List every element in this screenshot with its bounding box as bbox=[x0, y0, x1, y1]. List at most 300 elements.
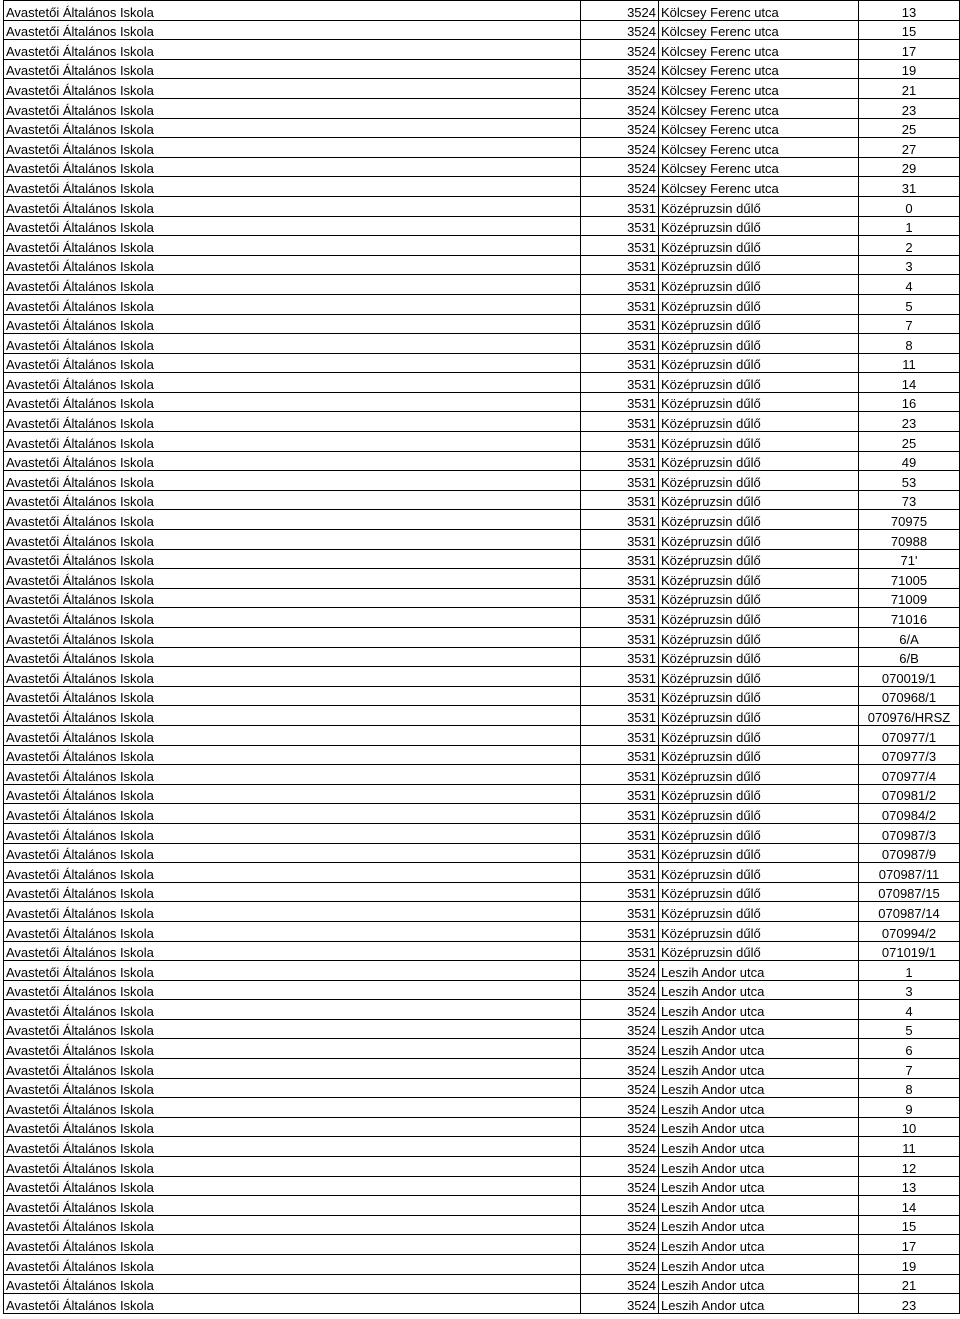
street-cell: Középruzsin dűlő bbox=[659, 863, 859, 883]
table-row bbox=[4, 608, 960, 628]
house-number-cell: 71005 bbox=[859, 569, 960, 589]
school-cell: Avastetői Általános Iskola bbox=[4, 98, 581, 118]
postal-code-cell: 3524 bbox=[581, 1039, 659, 1059]
postal-code-cell: 3524 bbox=[581, 1000, 659, 1020]
postal-code-cell: 3524 bbox=[581, 177, 659, 197]
table-row bbox=[4, 980, 960, 1000]
table-row bbox=[4, 1039, 960, 1059]
postal-code-cell: 3524 bbox=[581, 980, 659, 1000]
school-cell: Avastetői Általános Iskola bbox=[4, 863, 581, 883]
table-row bbox=[4, 843, 960, 863]
street-cell: Kölcsey Ferenc utca bbox=[659, 79, 859, 99]
postal-code-cell: 3531 bbox=[581, 804, 659, 824]
house-number-cell: 6/A bbox=[859, 628, 960, 648]
house-number-cell: 71016 bbox=[859, 608, 960, 628]
street-cell: Leszih Andor utca bbox=[659, 980, 859, 1000]
postal-code-cell: 3531 bbox=[581, 353, 659, 373]
postal-code-cell: 3531 bbox=[581, 745, 659, 765]
street-cell: Leszih Andor utca bbox=[659, 1294, 859, 1314]
postal-code-cell: 3531 bbox=[581, 921, 659, 941]
house-number-cell: 070968/1 bbox=[859, 686, 960, 706]
table-row bbox=[4, 510, 960, 530]
school-cell: Avastetői Általános Iskola bbox=[4, 725, 581, 745]
house-number-cell: 070977/4 bbox=[859, 765, 960, 785]
table-row bbox=[4, 1117, 960, 1137]
street-cell: Középruzsin dűlő bbox=[659, 569, 859, 589]
table-row bbox=[4, 1137, 960, 1157]
postal-code-cell: 3524 bbox=[581, 138, 659, 158]
table-row bbox=[4, 138, 960, 158]
house-number-cell: 13 bbox=[859, 1, 960, 21]
school-cell: Avastetői Általános Iskola bbox=[4, 1274, 581, 1294]
house-number-cell: 14 bbox=[859, 373, 960, 393]
school-cell: Avastetői Általános Iskola bbox=[4, 236, 581, 256]
postal-code-cell: 3531 bbox=[581, 236, 659, 256]
table-row bbox=[4, 863, 960, 883]
house-number-cell: 70988 bbox=[859, 530, 960, 550]
postal-code-cell: 3524 bbox=[581, 118, 659, 138]
school-cell: Avastetői Általános Iskola bbox=[4, 588, 581, 608]
house-number-cell: 10 bbox=[859, 1117, 960, 1137]
school-cell: Avastetői Általános Iskola bbox=[4, 1176, 581, 1196]
table-row bbox=[4, 941, 960, 961]
school-cell: Avastetői Általános Iskola bbox=[4, 1294, 581, 1314]
table-row bbox=[4, 236, 960, 256]
table-row bbox=[4, 784, 960, 804]
school-cell: Avastetői Általános Iskola bbox=[4, 745, 581, 765]
school-cell: Avastetői Általános Iskola bbox=[4, 255, 581, 275]
postal-code-cell: 3531 bbox=[581, 392, 659, 412]
house-number-cell: 070987/3 bbox=[859, 823, 960, 843]
street-cell: Leszih Andor utca bbox=[659, 1215, 859, 1235]
table-row bbox=[4, 745, 960, 765]
house-number-cell: 070976/HRSZ bbox=[859, 706, 960, 726]
postal-code-cell: 3531 bbox=[581, 294, 659, 314]
street-cell: Középruzsin dűlő bbox=[659, 706, 859, 726]
school-cell: Avastetői Általános Iskola bbox=[4, 1019, 581, 1039]
table-row bbox=[4, 1098, 960, 1118]
postal-code-cell: 3531 bbox=[581, 314, 659, 334]
postal-code-cell: 3531 bbox=[581, 510, 659, 530]
school-cell: Avastetői Általános Iskola bbox=[4, 882, 581, 902]
school-cell: Avastetői Általános Iskola bbox=[4, 314, 581, 334]
postal-code-cell: 3524 bbox=[581, 1137, 659, 1157]
postal-code-cell: 3531 bbox=[581, 843, 659, 863]
street-cell: Középruzsin dűlő bbox=[659, 510, 859, 530]
house-number-cell: 29 bbox=[859, 157, 960, 177]
house-number-cell: 19 bbox=[859, 59, 960, 79]
street-cell: Középruzsin dűlő bbox=[659, 921, 859, 941]
house-number-cell: 3 bbox=[859, 980, 960, 1000]
table-row bbox=[4, 490, 960, 510]
street-cell: Leszih Andor utca bbox=[659, 1137, 859, 1157]
school-cell: Avastetői Általános Iskola bbox=[4, 921, 581, 941]
table-row bbox=[4, 1274, 960, 1294]
postal-code-cell: 3531 bbox=[581, 275, 659, 295]
school-cell: Avastetői Általános Iskola bbox=[4, 686, 581, 706]
table-row bbox=[4, 59, 960, 79]
house-number-cell: 70975 bbox=[859, 510, 960, 530]
street-cell: Középruzsin dűlő bbox=[659, 255, 859, 275]
house-number-cell: 070981/2 bbox=[859, 784, 960, 804]
school-cell: Avastetői Általános Iskola bbox=[4, 961, 581, 981]
postal-code-cell: 3531 bbox=[581, 902, 659, 922]
street-cell: Leszih Andor utca bbox=[659, 1176, 859, 1196]
table-row bbox=[4, 314, 960, 334]
postal-code-cell: 3531 bbox=[581, 706, 659, 726]
school-cell: Avastetői Általános Iskola bbox=[4, 823, 581, 843]
table-row bbox=[4, 392, 960, 412]
table-row bbox=[4, 275, 960, 295]
table-row bbox=[4, 373, 960, 393]
street-cell: Középruzsin dűlő bbox=[659, 725, 859, 745]
school-cell: Avastetői Általános Iskola bbox=[4, 275, 581, 295]
street-cell: Középruzsin dűlő bbox=[659, 588, 859, 608]
house-number-cell: 23 bbox=[859, 412, 960, 432]
house-number-cell: 4 bbox=[859, 275, 960, 295]
street-cell: Középruzsin dűlő bbox=[659, 765, 859, 785]
school-cell: Avastetői Általános Iskola bbox=[4, 334, 581, 354]
table-row bbox=[4, 1294, 960, 1314]
school-cell: Avastetői Általános Iskola bbox=[4, 902, 581, 922]
postal-code-cell: 3524 bbox=[581, 1255, 659, 1275]
street-cell: Középruzsin dűlő bbox=[659, 745, 859, 765]
postal-code-cell: 3524 bbox=[581, 40, 659, 60]
street-cell: Középruzsin dűlő bbox=[659, 294, 859, 314]
school-cell: Avastetői Általános Iskola bbox=[4, 353, 581, 373]
street-cell: Kölcsey Ferenc utca bbox=[659, 1, 859, 21]
postal-code-cell: 3531 bbox=[581, 549, 659, 569]
house-number-cell: 15 bbox=[859, 20, 960, 40]
street-cell: Leszih Andor utca bbox=[659, 961, 859, 981]
house-number-cell: 23 bbox=[859, 1294, 960, 1314]
school-cell: Avastetői Általános Iskola bbox=[4, 1137, 581, 1157]
house-number-cell: 6 bbox=[859, 1039, 960, 1059]
street-cell: Középruzsin dűlő bbox=[659, 216, 859, 236]
postal-code-cell: 3531 bbox=[581, 608, 659, 628]
house-number-cell: 070977/3 bbox=[859, 745, 960, 765]
school-cell: Avastetői Általános Iskola bbox=[4, 196, 581, 216]
house-number-cell: 070019/1 bbox=[859, 667, 960, 687]
postal-code-cell: 3531 bbox=[581, 216, 659, 236]
postal-code-cell: 3531 bbox=[581, 941, 659, 961]
house-number-cell: 070994/2 bbox=[859, 921, 960, 941]
table-row bbox=[4, 216, 960, 236]
table-row bbox=[4, 451, 960, 471]
postal-code-cell: 3531 bbox=[581, 373, 659, 393]
street-cell: Leszih Andor utca bbox=[659, 1078, 859, 1098]
table-row bbox=[4, 1000, 960, 1020]
school-cell: Avastetői Általános Iskola bbox=[4, 1157, 581, 1177]
street-cell: Kölcsey Ferenc utca bbox=[659, 118, 859, 138]
postal-code-cell: 3531 bbox=[581, 784, 659, 804]
school-cell: Avastetői Általános Iskola bbox=[4, 20, 581, 40]
table-row bbox=[4, 98, 960, 118]
table-row bbox=[4, 334, 960, 354]
school-cell: Avastetői Általános Iskola bbox=[4, 451, 581, 471]
postal-code-cell: 3524 bbox=[581, 1196, 659, 1216]
street-cell: Középruzsin dűlő bbox=[659, 353, 859, 373]
street-cell: Kölcsey Ferenc utca bbox=[659, 98, 859, 118]
postal-code-cell: 3531 bbox=[581, 882, 659, 902]
street-cell: Középruzsin dűlő bbox=[659, 373, 859, 393]
house-number-cell: 3 bbox=[859, 255, 960, 275]
street-cell: Középruzsin dűlő bbox=[659, 451, 859, 471]
street-cell: Kölcsey Ferenc utca bbox=[659, 157, 859, 177]
table-row bbox=[4, 157, 960, 177]
postal-code-cell: 3524 bbox=[581, 1157, 659, 1177]
table-row bbox=[4, 1235, 960, 1255]
table-row bbox=[4, 725, 960, 745]
table-row bbox=[4, 706, 960, 726]
house-number-cell: 16 bbox=[859, 392, 960, 412]
table-row bbox=[4, 1196, 960, 1216]
street-cell: Kölcsey Ferenc utca bbox=[659, 138, 859, 158]
street-cell: Középruzsin dűlő bbox=[659, 823, 859, 843]
school-cell: Avastetői Általános Iskola bbox=[4, 373, 581, 393]
house-number-cell: 9 bbox=[859, 1098, 960, 1118]
school-cell: Avastetői Általános Iskola bbox=[4, 1215, 581, 1235]
table-row bbox=[4, 1215, 960, 1235]
table-row bbox=[4, 177, 960, 197]
school-cell: Avastetői Általános Iskola bbox=[4, 294, 581, 314]
postal-code-cell: 3531 bbox=[581, 530, 659, 550]
table-row bbox=[4, 921, 960, 941]
postal-code-cell: 3524 bbox=[581, 20, 659, 40]
table-row bbox=[4, 765, 960, 785]
street-cell: Kölcsey Ferenc utca bbox=[659, 20, 859, 40]
postal-code-cell: 3524 bbox=[581, 1176, 659, 1196]
school-cell: Avastetői Általános Iskola bbox=[4, 530, 581, 550]
street-cell: Középruzsin dűlő bbox=[659, 941, 859, 961]
school-cell: Avastetői Általános Iskola bbox=[4, 941, 581, 961]
postal-code-cell: 3531 bbox=[581, 823, 659, 843]
postal-code-cell: 3524 bbox=[581, 1235, 659, 1255]
table-row bbox=[4, 549, 960, 569]
street-cell: Leszih Andor utca bbox=[659, 1019, 859, 1039]
school-cell: Avastetői Általános Iskola bbox=[4, 157, 581, 177]
street-cell: Középruzsin dűlő bbox=[659, 392, 859, 412]
school-cell: Avastetői Általános Iskola bbox=[4, 647, 581, 667]
house-number-cell: 6/B bbox=[859, 647, 960, 667]
school-cell: Avastetői Általános Iskola bbox=[4, 510, 581, 530]
postal-code-cell: 3531 bbox=[581, 686, 659, 706]
house-number-cell: 8 bbox=[859, 1078, 960, 1098]
school-cell: Avastetői Általános Iskola bbox=[4, 138, 581, 158]
school-cell: Avastetői Általános Iskola bbox=[4, 1039, 581, 1059]
school-cell: Avastetői Általános Iskola bbox=[4, 1078, 581, 1098]
table-row bbox=[4, 255, 960, 275]
table-row bbox=[4, 294, 960, 314]
street-cell: Kölcsey Ferenc utca bbox=[659, 177, 859, 197]
street-cell: Középruzsin dűlő bbox=[659, 804, 859, 824]
street-cell: Középruzsin dűlő bbox=[659, 667, 859, 687]
school-cell: Avastetői Általános Iskola bbox=[4, 216, 581, 236]
school-cell: Avastetői Általános Iskola bbox=[4, 412, 581, 432]
house-number-cell: 1 bbox=[859, 961, 960, 981]
table-row bbox=[4, 686, 960, 706]
school-cell: Avastetői Általános Iskola bbox=[4, 1117, 581, 1137]
school-cell: Avastetői Általános Iskola bbox=[4, 784, 581, 804]
street-cell: Leszih Andor utca bbox=[659, 1000, 859, 1020]
house-number-cell: 5 bbox=[859, 294, 960, 314]
postal-code-cell: 3531 bbox=[581, 432, 659, 452]
street-cell: Középruzsin dűlő bbox=[659, 432, 859, 452]
street-cell: Középruzsin dűlő bbox=[659, 471, 859, 491]
street-cell: Leszih Andor utca bbox=[659, 1039, 859, 1059]
street-cell: Középruzsin dűlő bbox=[659, 334, 859, 354]
house-number-cell: 17 bbox=[859, 40, 960, 60]
table-row bbox=[4, 196, 960, 216]
street-cell: Középruzsin dűlő bbox=[659, 882, 859, 902]
school-cell: Avastetői Általános Iskola bbox=[4, 765, 581, 785]
postal-code-cell: 3531 bbox=[581, 412, 659, 432]
house-number-cell: 070987/15 bbox=[859, 882, 960, 902]
school-cell: Avastetői Általános Iskola bbox=[4, 1, 581, 21]
postal-code-cell: 3531 bbox=[581, 647, 659, 667]
house-number-cell: 14 bbox=[859, 1196, 960, 1216]
school-cell: Avastetői Általános Iskola bbox=[4, 59, 581, 79]
postal-code-cell: 3531 bbox=[581, 588, 659, 608]
street-cell: Középruzsin dűlő bbox=[659, 608, 859, 628]
table-row bbox=[4, 667, 960, 687]
table-row bbox=[4, 804, 960, 824]
school-cell: Avastetői Általános Iskola bbox=[4, 843, 581, 863]
table-row bbox=[4, 628, 960, 648]
postal-code-cell: 3531 bbox=[581, 255, 659, 275]
school-cell: Avastetői Általános Iskola bbox=[4, 392, 581, 412]
postal-code-cell: 3531 bbox=[581, 863, 659, 883]
house-number-cell: 7 bbox=[859, 1059, 960, 1079]
table-row bbox=[4, 961, 960, 981]
postal-code-cell: 3531 bbox=[581, 569, 659, 589]
table-row bbox=[4, 1019, 960, 1039]
school-cell: Avastetői Általános Iskola bbox=[4, 549, 581, 569]
postal-code-cell: 3531 bbox=[581, 334, 659, 354]
house-number-cell: 4 bbox=[859, 1000, 960, 1020]
street-cell: Középruzsin dűlő bbox=[659, 647, 859, 667]
house-number-cell: 071019/1 bbox=[859, 941, 960, 961]
postal-code-cell: 3524 bbox=[581, 1117, 659, 1137]
street-cell: Leszih Andor utca bbox=[659, 1098, 859, 1118]
house-number-cell: 31 bbox=[859, 177, 960, 197]
table-row bbox=[4, 1059, 960, 1079]
house-number-cell: 71' bbox=[859, 549, 960, 569]
postal-code-cell: 3531 bbox=[581, 451, 659, 471]
street-cell: Leszih Andor utca bbox=[659, 1255, 859, 1275]
table-row bbox=[4, 79, 960, 99]
street-cell: Leszih Andor utca bbox=[659, 1117, 859, 1137]
postal-code-cell: 3531 bbox=[581, 667, 659, 687]
school-cell: Avastetői Általános Iskola bbox=[4, 79, 581, 99]
street-cell: Középruzsin dűlő bbox=[659, 412, 859, 432]
street-cell: Leszih Andor utca bbox=[659, 1274, 859, 1294]
street-cell: Középruzsin dűlő bbox=[659, 628, 859, 648]
house-number-cell: 070987/14 bbox=[859, 902, 960, 922]
table-row bbox=[4, 902, 960, 922]
table-row bbox=[4, 1255, 960, 1275]
postal-code-cell: 3531 bbox=[581, 196, 659, 216]
school-cell: Avastetői Általános Iskola bbox=[4, 667, 581, 687]
school-cell: Avastetői Általános Iskola bbox=[4, 608, 581, 628]
school-cell: Avastetői Általános Iskola bbox=[4, 706, 581, 726]
street-cell: Középruzsin dűlő bbox=[659, 196, 859, 216]
school-cell: Avastetői Általános Iskola bbox=[4, 1255, 581, 1275]
table-row bbox=[4, 40, 960, 60]
street-cell: Középruzsin dűlő bbox=[659, 784, 859, 804]
table-row bbox=[4, 20, 960, 40]
street-cell: Középruzsin dűlő bbox=[659, 530, 859, 550]
house-number-cell: 21 bbox=[859, 79, 960, 99]
house-number-cell: 8 bbox=[859, 334, 960, 354]
table-row bbox=[4, 118, 960, 138]
house-number-cell: 070987/11 bbox=[859, 863, 960, 883]
house-number-cell: 25 bbox=[859, 118, 960, 138]
address-table bbox=[3, 0, 960, 1314]
street-cell: Középruzsin dűlő bbox=[659, 236, 859, 256]
house-number-cell: 53 bbox=[859, 471, 960, 491]
house-number-cell: 2 bbox=[859, 236, 960, 256]
postal-code-cell: 3524 bbox=[581, 1078, 659, 1098]
postal-code-cell: 3531 bbox=[581, 725, 659, 745]
table-row bbox=[4, 471, 960, 491]
house-number-cell: 1 bbox=[859, 216, 960, 236]
house-number-cell: 5 bbox=[859, 1019, 960, 1039]
table-row bbox=[4, 588, 960, 608]
street-cell: Középruzsin dűlő bbox=[659, 686, 859, 706]
postal-code-cell: 3524 bbox=[581, 1274, 659, 1294]
street-cell: Leszih Andor utca bbox=[659, 1235, 859, 1255]
postal-code-cell: 3524 bbox=[581, 157, 659, 177]
table-row bbox=[4, 353, 960, 373]
street-cell: Középruzsin dűlő bbox=[659, 275, 859, 295]
school-cell: Avastetői Általános Iskola bbox=[4, 40, 581, 60]
school-cell: Avastetői Általános Iskola bbox=[4, 980, 581, 1000]
street-cell: Leszih Andor utca bbox=[659, 1157, 859, 1177]
house-number-cell: 070977/1 bbox=[859, 725, 960, 745]
postal-code-cell: 3524 bbox=[581, 79, 659, 99]
school-cell: Avastetői Általános Iskola bbox=[4, 804, 581, 824]
postal-code-cell: 3524 bbox=[581, 59, 659, 79]
table-row bbox=[4, 823, 960, 843]
postal-code-cell: 3531 bbox=[581, 628, 659, 648]
house-number-cell: 49 bbox=[859, 451, 960, 471]
school-cell: Avastetői Általános Iskola bbox=[4, 471, 581, 491]
postal-code-cell: 3531 bbox=[581, 471, 659, 491]
street-cell: Középruzsin dűlő bbox=[659, 314, 859, 334]
school-cell: Avastetői Általános Iskola bbox=[4, 177, 581, 197]
table-row bbox=[4, 882, 960, 902]
table-row bbox=[4, 647, 960, 667]
street-cell: Leszih Andor utca bbox=[659, 1196, 859, 1216]
street-cell: Kölcsey Ferenc utca bbox=[659, 40, 859, 60]
school-cell: Avastetői Általános Iskola bbox=[4, 432, 581, 452]
school-cell: Avastetői Általános Iskola bbox=[4, 1059, 581, 1079]
house-number-cell: 11 bbox=[859, 1137, 960, 1157]
house-number-cell: 19 bbox=[859, 1255, 960, 1275]
house-number-cell: 73 bbox=[859, 490, 960, 510]
postal-code-cell: 3524 bbox=[581, 1294, 659, 1314]
postal-code-cell: 3524 bbox=[581, 1059, 659, 1079]
school-cell: Avastetői Általános Iskola bbox=[4, 490, 581, 510]
school-cell: Avastetői Általános Iskola bbox=[4, 1000, 581, 1020]
table-row bbox=[4, 1157, 960, 1177]
postal-code-cell: 3524 bbox=[581, 98, 659, 118]
house-number-cell: 23 bbox=[859, 98, 960, 118]
house-number-cell: 15 bbox=[859, 1215, 960, 1235]
postal-code-cell: 3524 bbox=[581, 1098, 659, 1118]
house-number-cell: 17 bbox=[859, 1235, 960, 1255]
